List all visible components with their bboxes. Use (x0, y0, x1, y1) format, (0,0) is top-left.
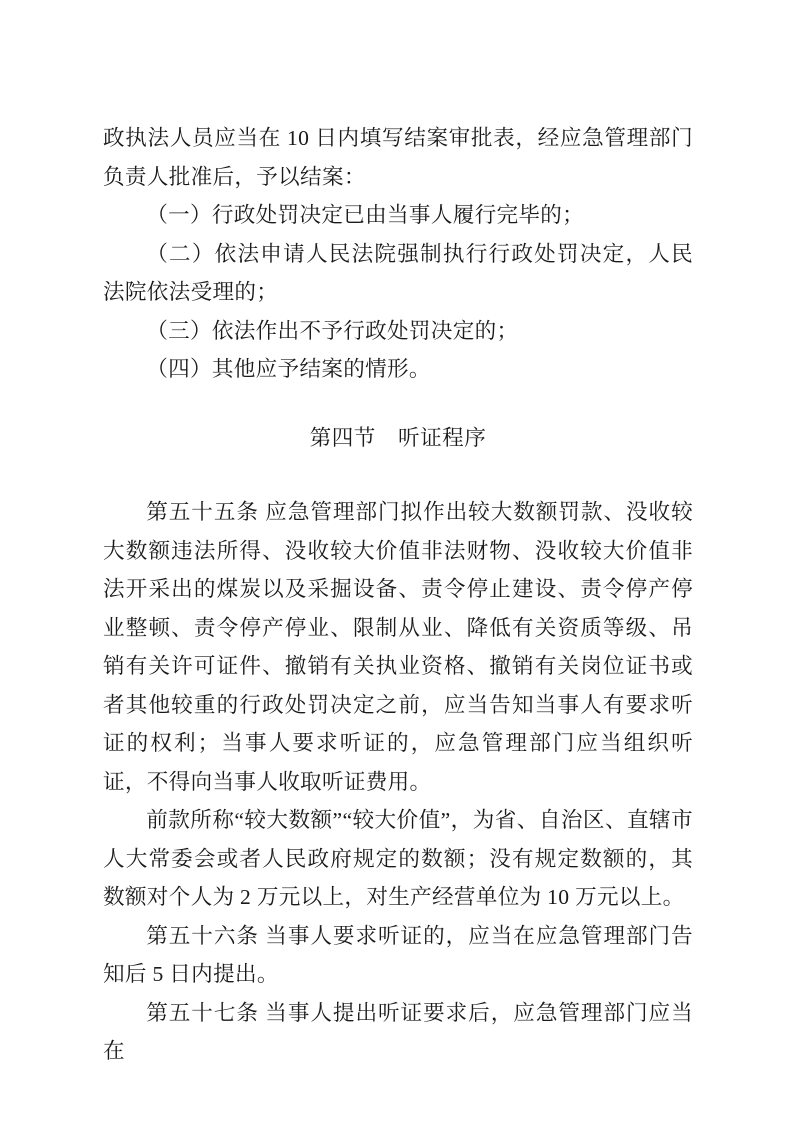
section-heading: 第四节 听证程序 (309, 425, 487, 450)
list-item-1: （一）行政处罚决定已由当事人履行完毕的； (146, 203, 585, 227)
paragraph-article-55-clause-2: 前款所称“较大数额”“较大价值”，为省、自治区、直辖市人大常委会或者人民政府规定的数额；没有规定数额的，其数额对个人为 2 万元以上，对生产经营单位为 10 万元以上。 (103, 808, 693, 909)
paragraph-article-57: 第五十七条 当事人提出听证要求后，应急管理部门应当在 (103, 1000, 693, 1063)
paragraph-article-56: 第五十六条 当事人要求听证的，应当在应急管理部门告知后 5 日内提出。 (103, 923, 693, 986)
list-item-3: （三）依法作出不予行政处罚决定的； (146, 318, 519, 343)
list-item-4: （四）其他应予结案的情形。 (146, 357, 431, 381)
paragraph-article-55: 第五十五条 应急管理部门拟作出较大数额罚款、没收较大数额违法所得、没收较大价值非法财物、没收较大价值非法开采出的煤炭以及采掘设备、责令停止建设、责令停产停业整顿、责令停产停业、限制从业、降低有关资质等级、吊销有关许可证件、撤销有关执业资格、撤销有关岗位证书或者其他较重的行政处罚决定之前，应当告知当事人有要求听证的权利；当事人要求听证的，应急管理部门应当组织听证，不得向当事人收取听证费用。 (103, 500, 693, 794)
paragraph-continuation: 政执法人员应当在 10 日内填写结案审批表，经应急管理部门负责人批准后，予以结案： (103, 126, 693, 189)
list-item-2: （二）依法申请人民法院强制执行行政处罚决定，人民法院依法受理的； (103, 241, 693, 304)
